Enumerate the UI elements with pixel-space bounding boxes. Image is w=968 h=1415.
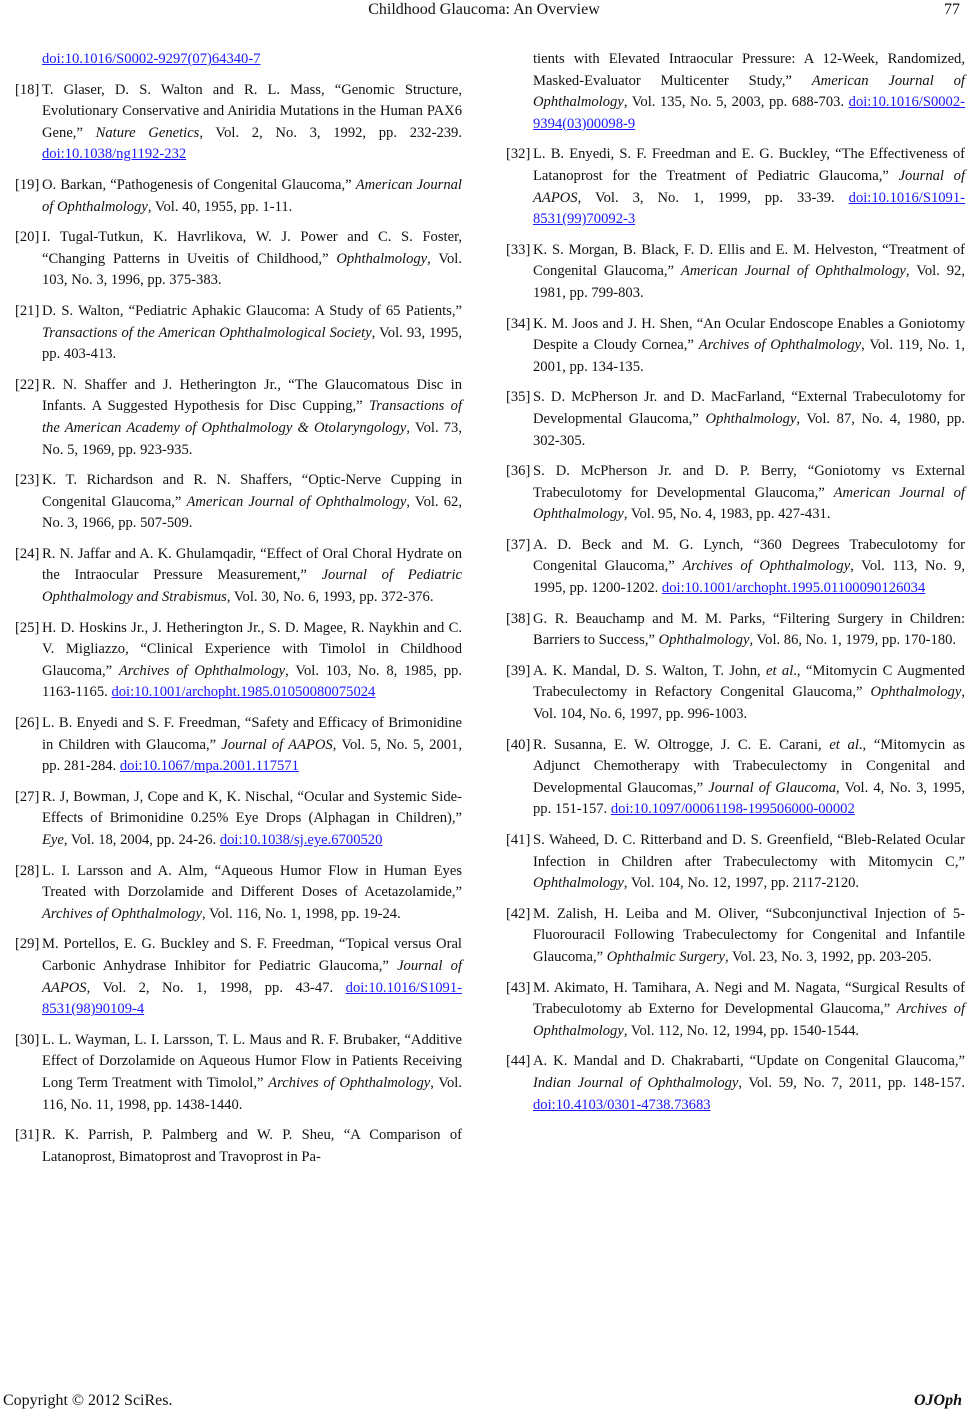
reference-item (506, 661, 965, 726)
reference-text: ., “Mitomycin as Adjunct Chemotherapy with Trabeculectomy in Congenital and Developmental Glaucomas,” (533, 736, 965, 796)
reference-text: , Vol. 23, No. 3, 1992, pp. 203-205. (724, 948, 932, 965)
journal-title: Nature Genetics (95, 124, 200, 141)
reference-text: ., “Mitomycin C Augmented Trabeculectomy in Refactory Congenital Glaucoma,” (533, 662, 965, 701)
reference-item (506, 904, 965, 969)
reference-item (506, 387, 965, 452)
reference-text: S. D. McPherson Jr. and D. MacFarland, “External Trabeculotomy for Developmental Glaucoma,” (533, 389, 965, 427)
journal-title: Archives of Ophthalmology (118, 662, 286, 679)
reference-item (506, 240, 965, 305)
journal-title: Ophthalmic Surgery (606, 948, 725, 965)
reference-text: , Vol. 4, No. 3, 1995, pp. 151-157. (533, 779, 965, 818)
reference-text: , Vol. 95, No. 4, 1983, pp. 427-431. (623, 506, 831, 523)
reference-item (15, 375, 462, 461)
reference-text: , Vol. 103, No. 8, 1985, pp. 1163-1165. (42, 662, 462, 701)
reference-body (42, 80, 462, 166)
running-header (0, 0, 968, 24)
reference-text: , Vol. 112, No. 12, 1994, pp. 1540-1544. (623, 1022, 860, 1039)
reference-item (15, 80, 462, 166)
reference-number: [38] (506, 610, 531, 627)
reference-text: L. B. Enyedi and S. F. Freedman, “Safety and Efficacy of Brimonidine in Children with Glaucoma,” (42, 715, 462, 753)
reference-text: , Vol. 59, No. 7, 2011, pp. 148-157. (738, 1074, 965, 1091)
journal-title: Archives of Ophthalmology (698, 337, 862, 354)
reference-text: L. B. Enyedi, S. F. Freedman and E. G. Buckley, “The Effectiveness of Latanoprost for the Treatment of Pediatric Glaucoma,” (533, 146, 965, 184)
reference-number: [39] (506, 662, 531, 679)
reference-number: [31] (15, 1127, 40, 1144)
reference-item (506, 461, 965, 526)
reference-number: [26] (15, 715, 40, 732)
doi-link[interactable]: doi:10.1016/S1091-8531(98)90109-4 (42, 979, 462, 1018)
reference-text: , Vol. 104, No. 6, 1997, pp. 996-1003. (533, 684, 965, 723)
reference-text: R. N. Shaffer and J. Hetherington Jr., “The Glaucomatous Disc in Infants. A Suggested Hypothesis for Disc Cupping,” (42, 376, 462, 415)
reference-text: A. D. Beck and M. G. Lynch, “360 Degrees Trabeculotomy for Congenital Glaucoma,” (533, 536, 965, 575)
reference-item (506, 314, 965, 379)
reference-item (15, 713, 462, 778)
reference-text: M. Akimato, H. Tamihara, A. Negi and M. Nagata, “Surgical Results of Trabeculotomy ab Externo for Developmental Glaucoma,” (533, 979, 965, 1018)
reference-body (533, 240, 965, 305)
reference-number: [43] (506, 979, 531, 996)
reference-number: [23] (15, 472, 40, 489)
doi-link[interactable]: doi:10.1001/archopht.1985.01050080075024 (111, 684, 376, 701)
reference-body (533, 978, 965, 1043)
reference-text: O. Barkan, “Pathogenesis of Congenital Glaucoma,” (42, 176, 356, 193)
journal-title: Indian Journal of Ophthalmology (533, 1074, 739, 1091)
running-title: Childhood Glaucoma: An Overview (368, 1, 600, 18)
journal-title: Ophthalmology (336, 250, 428, 267)
doi-link[interactable]: doi:10.1016/S1091-8531(99)70092-3 (533, 189, 965, 228)
references-left-column (15, 49, 462, 1177)
reference-text: , Vol. 40, 1955, pp. 1-11. (147, 198, 293, 215)
journal-title: Eye (42, 832, 64, 848)
reference-text: , Vol. 87, No. 4, 1980, pp. 302-305. (533, 410, 966, 449)
reference-item (506, 978, 965, 1043)
reference-text: A. K. Mandal and D. Chakrabarti, “Update on Congenital Glaucoma,” (533, 1053, 965, 1070)
reference-item (506, 1051, 965, 1116)
journal-title: American Journal of Ophthalmology (186, 493, 407, 510)
doi-link[interactable]: doi:10.1001/archopht.1995.01100090126034 (661, 580, 926, 597)
journal-title: Archives of Ophthalmology (268, 1074, 431, 1091)
journal-title: Ophthalmology (658, 632, 750, 649)
reference-item (15, 1125, 462, 1168)
reference-body (533, 387, 965, 452)
reference-body (533, 535, 965, 600)
reference-text: K. S. Morgan, B. Black, F. D. Ellis and E. M. Helveston, “Treatment of Congenital Glaucoma,” (533, 241, 965, 280)
reference-item (15, 544, 462, 609)
journal-title: Transactions of the American Academy of Ophthalmology & Otolaryngology (42, 398, 462, 436)
reference-text: K. T. Richardson and R. N. Shaffers, “Optic-Nerve Cupping in Congenital Glaucoma,” (42, 472, 462, 510)
reference-body (533, 661, 965, 726)
reference-text: , Vol. 3, No. 1, 1999, pp. 33-39. (577, 189, 849, 206)
reference-body (533, 1051, 965, 1116)
reference-number: [19] (15, 176, 40, 193)
reference-body (42, 618, 462, 704)
journal-title: Journal of AAPOS (221, 736, 333, 753)
reference-text: , Vol. 5, No. 5, 2001, pp. 281-284. (42, 736, 462, 775)
reference-text: , Vol. 135, No. 5, 2003, pp. 688-703. (623, 94, 849, 111)
reference-text: tients with Elevated Intraocular Pressure: A 12-Week, Randomized, Masked-Evaluator Multicenter Study,” (533, 51, 965, 89)
reference-item (15, 470, 462, 535)
journal-title: Transactions of the American Ophthalmological Society (42, 324, 372, 341)
reference-text: M. Zalish, H. Leiba and M. Oliver, “Subconjunctival Injection of 5-Fluorouracil Following Trabeculectomy for Congenital and Infantile Glaucoma,” (533, 905, 965, 965)
reference-body (533, 735, 965, 821)
reference-body (42, 934, 462, 1020)
journal-title: Journal of AAPOS (533, 167, 966, 206)
reference-number: [22] (15, 376, 40, 393)
reference-number: [33] (506, 241, 531, 258)
reference-item (15, 934, 462, 1020)
doi-link[interactable]: doi:10.1067/mpa.2001.117571 (119, 758, 299, 775)
reference-text: R. K. Parrish, P. Palmberg and W. P. Sheu, “A Comparison of Latanoprost, Bimatoprost and Travoprost in Pa- (42, 1127, 462, 1165)
reference-body (533, 144, 965, 230)
reference-text: , Vol. 119, No. 1, 2001, pp. 134-135. (533, 337, 965, 375)
journal-title: Archives of Ophthalmology (682, 558, 851, 575)
journal-title: American Journal of Ophthalmology (533, 72, 965, 111)
journal-title: American Journal of Ophthalmology (533, 484, 965, 523)
reference-body (533, 461, 965, 526)
doi-link[interactable]: doi:10.1016/S0002-9297(07)64340-7 (42, 51, 261, 67)
reference-text: , Vol. 104, No. 12, 1997, pp. 2117-2120. (623, 875, 860, 892)
copyright-notice: Copyright © 2012 SciRes. (3, 1392, 173, 1409)
reference-item (15, 1030, 462, 1116)
reference-text: , Vol. 116, No. 1, 1998, pp. 19-24. (201, 905, 401, 922)
reference-item (15, 227, 462, 292)
reference-number: [18] (15, 81, 40, 98)
reference-body (533, 609, 965, 652)
reference-text: S. D. McPherson Jr. and D. P. Berry, “Goniotomy vs External Trabeculotomy for Developmental Glaucoma,” (533, 463, 965, 501)
reference-body (42, 1125, 462, 1168)
reference-text: L. I. Larsson and A. Alm, “Aqueous Humor Flow in Human Eyes Treated with Dorzolamide and Different Doses of Acetazolamide,” (42, 862, 462, 901)
reference-text: R. J, Bowman, J, Cope and K, K. Nischal, “Ocular and Systemic Side-Effects of Brimonidine 0.25% Eye Drops (Alphagan in Children),” (42, 788, 462, 827)
journal-title: Ophthalmology (705, 410, 797, 427)
reference-number: [40] (506, 736, 531, 753)
reference-text: , Vol. 18, 2004, pp. 24-26. (63, 832, 220, 848)
reference-body (42, 301, 462, 366)
reference-item (15, 787, 462, 852)
reference-item (15, 618, 462, 704)
reference-body (533, 904, 965, 969)
reference-text: T. Glaser, D. S. Walton and R. L. Mass, “Genomic Structure, Evolutionary Conservative and Aniridia Mutations in the Human PAX6 Gene,” (42, 81, 462, 141)
reference-number: [41] (506, 832, 531, 848)
journal-abbreviation: OJOph (913, 1392, 962, 1409)
reference-item (15, 175, 462, 218)
reference-text: , Vol. 86, No. 1, 1979, pp. 170-180. (749, 632, 957, 649)
reference-body (42, 470, 462, 535)
reference-number: [42] (506, 905, 531, 922)
reference-text: , Vol. 113, No. 9, 1995, pp. 1200-1202. (533, 558, 966, 597)
reference-body (42, 375, 462, 461)
reference-number: [35] (506, 389, 531, 406)
doi-link[interactable]: doi:10.1016/S0002-9394(03)00098-9 (533, 94, 965, 132)
reference-number: [27] (15, 788, 40, 805)
reference-text: K. M. Joos and J. H. Shen, “An Ocular Endoscope Enables a Goniotomy Despite a Cloudy Cornea,” (533, 315, 965, 354)
reference-continuation (533, 49, 965, 135)
reference-text: R. Susanna, E. W. Oltrogge, J. C. E. Carani, (533, 736, 830, 753)
reference-body (42, 713, 462, 778)
reference-body (42, 861, 462, 926)
journal-title: American Journal of Ophthalmology (680, 263, 906, 280)
reference-number: [21] (15, 302, 40, 319)
reference-text: , Vol. 73, No. 5, 1969, pp. 923-935. (42, 419, 462, 458)
reference-text: , Vol. 2, No. 3, 1992, pp. 232-239. (199, 124, 462, 141)
reference-body (533, 830, 965, 895)
reference-text: , Vol. 92, 1981, pp. 799-803. (533, 263, 965, 301)
journal-title: et al (766, 662, 794, 679)
reference-number: [36] (506, 463, 531, 480)
reference-number: [28] (15, 862, 40, 879)
journal-title: Journal of AAPOS (42, 957, 462, 996)
page-number: 77 (944, 1, 960, 18)
reference-number: [30] (15, 1031, 40, 1048)
reference-text: , Vol. 30, No. 6, 1993, pp. 372-376. (226, 589, 434, 606)
reference-item (506, 735, 965, 821)
doi-link[interactable]: doi:10.4103/0301-4738.73683 (533, 1096, 711, 1113)
reference-number: [34] (506, 315, 531, 332)
reference-text: , Vol. 93, 1995, pp. 403-413. (42, 324, 462, 363)
reference-text: G. R. Beauchamp and M. M. Parks, “Filtering Surgery in Children: Barriers to Success,” (533, 610, 965, 649)
reference-item (15, 301, 462, 366)
reference-body (42, 175, 462, 218)
reference-text: D. S. Walton, “Pediatric Aphakic Glaucoma: A Study of 65 Patients,” (42, 302, 462, 319)
reference-item (506, 609, 965, 652)
reference-body (533, 314, 965, 379)
reference-text: A. K. Mandal, D. S. Walton, T. John, (533, 662, 767, 679)
reference-text: H. D. Hoskins Jr., J. Hetherington Jr., S. D. Magee, R. Naykhin and C. V. Migliazzo, “Clinical Experience with Timolol in Childhood Glaucoma,” (42, 619, 462, 679)
doi-link[interactable]: doi:10.1038/sj.eye.6700520 (219, 832, 383, 848)
reference-item (506, 535, 965, 600)
journal-title: et al (829, 736, 859, 753)
journal-title: Archives of Ophthalmology (533, 1001, 966, 1039)
reference-body (42, 544, 462, 609)
reference-text: , Vol. 2, No. 1, 1998, pp. 43-47. (86, 979, 346, 996)
journal-title: Journal of Glaucoma (708, 779, 837, 796)
reference-text: , Vol. 116, No. 11, 1998, pp. 1438-1440. (42, 1074, 462, 1113)
reference-text: , Vol. 103, No. 3, 1996, pp. 375-383. (42, 250, 462, 289)
reference-text: M. Portellos, E. G. Buckley and S. F. Freedman, “Topical versus Oral Carbonic Anhydrase Inhibitor for Pediatric Glaucoma,” (42, 936, 462, 974)
reference-number: [25] (15, 619, 40, 636)
reference-number: [29] (15, 936, 40, 953)
reference-text: I. Tugal-Tutkun, K. Havrlikova, W. J. Power and C. S. Foster, “Changing Patterns in Uveitis of Childhood,” (42, 229, 462, 267)
reference-item (15, 861, 462, 926)
reference-continuation (42, 49, 462, 71)
reference-body (42, 1030, 462, 1116)
journal-title: Ophthalmology (870, 684, 962, 701)
reference-text: R. N. Jaffar and A. K. Ghulamqadir, “Effect of Oral Choral Hydrate on the Intraocular Pressure Measurement,” (42, 545, 462, 584)
reference-number: [44] (506, 1053, 531, 1070)
reference-item (506, 830, 965, 895)
doi-link[interactable]: doi:10.1038/ng1192-232 (42, 146, 187, 163)
journal-title: Ophthalmology (533, 875, 624, 892)
reference-number: [20] (15, 229, 40, 246)
reference-text: S. Waheed, D. C. Ritterband and D. S. Greenfield, “Bleb-Related Ocular Infection in Children after Trabeculectomy with Mitomycin C,” (533, 832, 965, 870)
journal-title: Archives of Ophthalmology (42, 905, 202, 922)
reference-text: L. L. Wayman, L. I. Larsson, T. L. Maus and R. F. Brubaker, “Additive Effect of Dorzolamide on Aqueous Humor Flow in Patients Receiving Long Term Treatment with Timolol,” (42, 1031, 462, 1091)
reference-number: [37] (506, 536, 531, 553)
journal-title: American Journal of Ophthalmology (42, 176, 462, 215)
reference-number: [32] (506, 146, 531, 163)
references-right-column (506, 49, 965, 1125)
reference-text: , Vol. 62, No. 3, 1966, pp. 507-509. (42, 493, 463, 532)
reference-body (42, 787, 462, 852)
reference-body (42, 227, 462, 292)
reference-number: [24] (15, 545, 40, 562)
journal-title: Journal of Pediatric Ophthalmology and Strabismus (42, 567, 462, 606)
reference-item (506, 144, 965, 230)
doi-link[interactable]: doi:10.1097/00061198-199506000-00002 (610, 801, 855, 818)
